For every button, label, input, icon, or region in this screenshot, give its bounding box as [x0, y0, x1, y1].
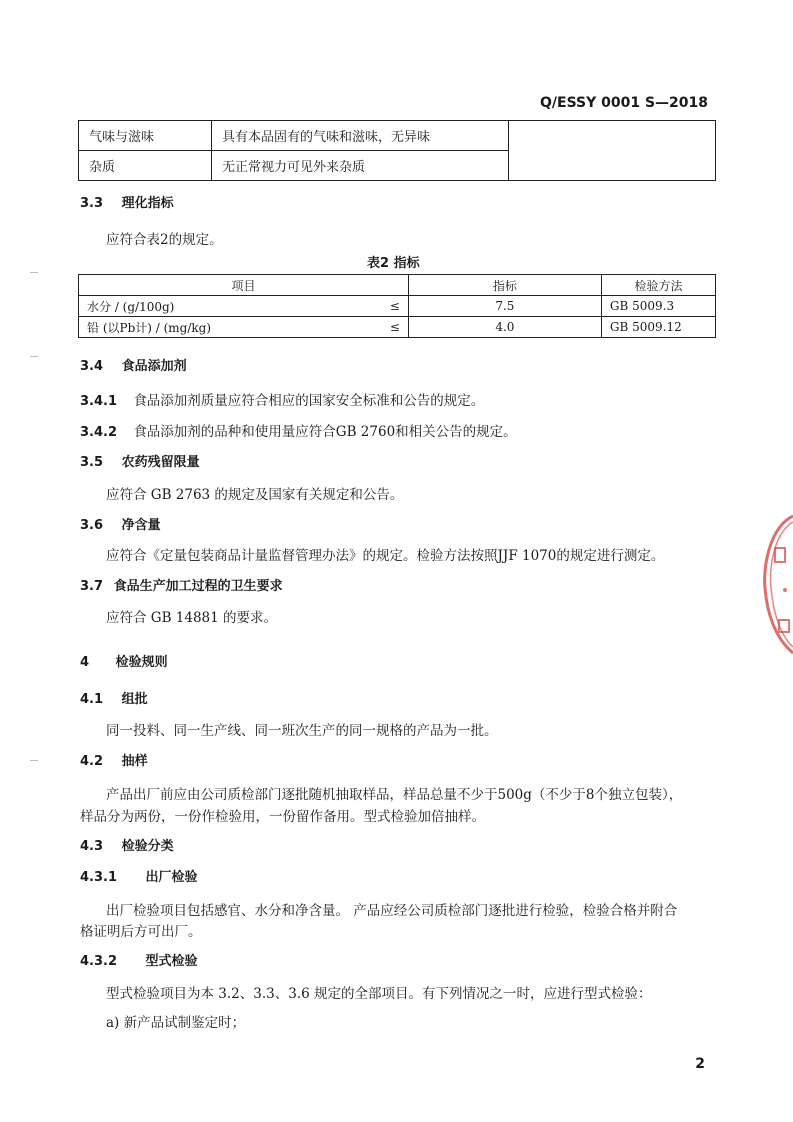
section-4-2-heading [80, 750, 148, 769]
section-title: 出厂检验 [145, 870, 198, 885]
table-header-method: 检验方法 [601, 275, 715, 296]
table-header-row [79, 275, 716, 296]
section-title: 理化指标 [121, 196, 174, 211]
table-cell-item: 水分 / (g/100g) [79, 296, 372, 317]
table-cell-value: 4.0 [408, 317, 601, 338]
section-3-5-text: 应符合 GB 2763 的规定及国家有关规定和公告。 [106, 487, 404, 503]
document-code: Q/ESSY 0001 S—2018 [539, 95, 708, 111]
section-4-2-text-line2: 样品分为两份，一份作检验用，一份留作备用。型式检验加倍抽样。 [80, 809, 485, 825]
table-cell-empty [509, 121, 716, 181]
section-4-1-text: 同一投料、同一生产线、同一班次生产的同一规格的产品为一批。 [106, 723, 498, 739]
table2 [78, 274, 716, 338]
section-3-3-text: 应符合表2的规定。 [106, 232, 223, 248]
section-number: 3.4.2 [80, 425, 118, 440]
section-title: 抽样 [121, 754, 148, 769]
section-title: 农药残留限量 [121, 455, 200, 470]
section-3-3-heading [80, 192, 174, 211]
scan-mark [30, 272, 38, 273]
section-4-3-heading [80, 835, 174, 854]
section-number: 4.2 [80, 754, 104, 769]
table-cell-item: 杂质 [79, 151, 212, 181]
table-cell-method: GB 5009.3 [601, 296, 715, 317]
section-number: 3.4 [80, 359, 104, 374]
page-number: 2 [695, 1056, 705, 1072]
section-3-4-2 [80, 420, 517, 440]
table-cell-operator: ≤ [372, 317, 409, 338]
section-4-3-1-text-line1: 出厂检验项目包括感官、水分和净含量。 产品应经公司质检部门逐批进行检验，检验合格并附合 [106, 903, 678, 919]
section-title: 净含量 [121, 518, 161, 533]
table-header-item: 项目 [79, 275, 409, 296]
section-4-3-1-heading [80, 866, 198, 885]
table-cell-method: GB 5009.12 [601, 317, 715, 338]
scan-mark [30, 356, 38, 357]
section-4-3-2-text: 型式检验项目为本 3.2、3.3、3.6 规定的全部项目。有下列情况之一时，应进行型式检验： [106, 986, 652, 1002]
table-row [79, 317, 716, 338]
section-title: 组批 [121, 692, 148, 707]
scan-mark [30, 760, 38, 761]
section-title: 食品添加剂 [121, 359, 187, 374]
section-number: 3.3 [80, 196, 104, 211]
section-title: 检验规则 [115, 655, 168, 670]
table2-caption: 表2 指标 [367, 256, 420, 271]
section-3-6-heading [80, 514, 161, 533]
section-text: 食品添加剂质量应符合相应的国家安全标准和公告的规定。 [133, 393, 485, 409]
table-cell-operator: ≤ [372, 296, 409, 317]
red-seal-stamp-icon [761, 508, 793, 658]
section-4-1-heading [80, 688, 148, 707]
table-cell-requirement: 无正常视力可见外来杂质 [212, 151, 509, 181]
section-text: 食品添加剂的品种和使用量应符合GB 2760和相关公告的规定。 [133, 424, 517, 440]
table-row [79, 296, 716, 317]
section-3-7-heading [80, 575, 283, 594]
section-number: 4.3.1 [80, 870, 118, 885]
table-cell-requirement: 具有本品固有的气味和滋味，无异味 [212, 121, 509, 151]
section-number: 4.1 [80, 692, 104, 707]
section-3-4-heading [80, 355, 187, 374]
section-4-heading [80, 651, 168, 670]
section-title: 食品生产加工过程的卫生要求 [113, 579, 283, 594]
table-header-value: 指标 [408, 275, 601, 296]
section-4-3-1-text-line2: 格证明后方可出厂。 [80, 924, 202, 940]
section-3-7-text: 应符合 GB 14881 的要求。 [106, 610, 278, 626]
table-cell-item: 气味与滋味 [79, 121, 212, 151]
section-title: 检验分类 [121, 839, 174, 854]
section-number: 4.3 [80, 839, 104, 854]
list-item-a: a) 新产品试制鉴定时； [106, 1015, 246, 1031]
sensory-table [78, 120, 716, 181]
section-number: 3.4.1 [80, 394, 118, 409]
section-title: 型式检验 [145, 954, 198, 969]
section-number: 4.3.2 [80, 954, 118, 969]
table-cell-item: 铅 (以Pb计) / (mg/kg) [79, 317, 372, 338]
section-4-3-2-heading [80, 950, 198, 969]
section-number: 4 [80, 655, 90, 670]
section-3-4-1 [80, 389, 484, 409]
section-4-2-text-line1: 产品出厂前应由公司质检部门逐批随机抽取样品，样品总量不少于500g（不少于8个独立包装）， [106, 787, 683, 803]
table-row [79, 121, 716, 151]
section-number: 3.5 [80, 455, 104, 470]
section-number: 3.6 [80, 518, 104, 533]
section-3-5-heading [80, 451, 200, 470]
table-cell-value: 7.5 [408, 296, 601, 317]
section-3-6-text: 应符合《定量包装商品计量监督管理办法》的规定。检验方法按照JJF 1070的规定进行测定。 [106, 548, 665, 564]
section-number: 3.7 [80, 579, 104, 594]
